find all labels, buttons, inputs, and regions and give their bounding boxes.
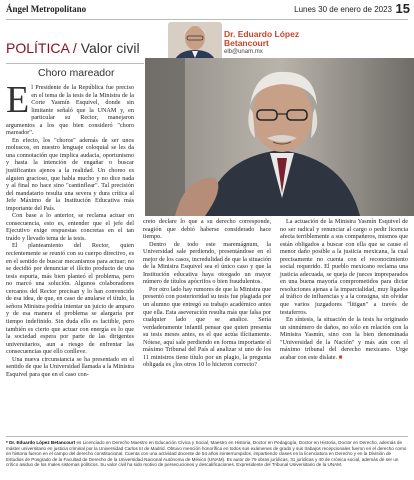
column-1 bbox=[6, 79, 134, 378]
paragraph: El planteamiento del Rector, quien recientemente se reunió con su cuerpo directivo, es en el sentido de buscar mecanismos para actuar; no se decidió por denunciar el ilícito producto de una tesis espuria, más bien planteó el problema, pero no marcó una solución. Algunos colaboradores cercanos del Rector precisan y lo han convencido de esa idea, de que, en caso de anularse el título, la señora Ministra podría intentar un juicio de amparo y de esa manera el problema se alargaría por tiempo indefinido. Sin duda ello es factible, pero también es cierto que actuar con energía es lo que la sociedad espera por parte de las dirigentes universitarios, aun a riesgo de enfrentar las consecuencias que ello conlleve. bbox=[6, 242, 134, 356]
author-byline bbox=[224, 30, 304, 55]
drop-cap: E bbox=[6, 79, 30, 121]
section-politica: POLÍTICA bbox=[6, 40, 70, 56]
footnote-author: * Dr. Eduardo López Betancourt bbox=[6, 440, 76, 445]
paragraph bbox=[280, 316, 408, 361]
section-rule bbox=[6, 63, 144, 64]
column-3 bbox=[280, 218, 408, 361]
author-email[interactable]: elb@unam.mx bbox=[224, 49, 263, 55]
footnote-text: es Licenciado en Derecho Maestro en Educación Cívica y Social, Maestro en Historia, Doctor en Pedagogía, Doctor en Historia, Doctor en Derecho, además de máster universitario en justicia criminal por la Universidad Carlos III de Madrid. Obtuvo mención honorífica en todos sus exámenes de grado y sus trabajos recepcionales fueron en el derecho como en historia fueron en el campo del derecho constitucional. Cuenta con una actividad docente de 54 años ininterrumpidos, impartiendo clases en la licenciatura en Derecho y en la División de Estudios de Posgrado de la Facultad de Derecho de la Universidad Nacional Autónoma de México (UNAM). Es autor de 79 obras jurídicas, 31 jurídicas y 40 de crónica social, además de ser un crítico asiduo de los males sistemas políticos. Su valor civil ha sido motivo de persecuciones y descalificaciones. Expresidente del Tribunal Universitario de la UNAM. bbox=[6, 440, 407, 468]
paragraph-text: En síntesis, la situación de la tesis ha originado un sinnúmero de daños, no sólo en relación con la Ministra Yasmín, sino con la bien denominada "Universidad de la Nación" y más aún con el máximo tribunal del derecho mexicano. Urge acabar con este dislate. bbox=[280, 316, 408, 361]
end-mark-icon: ■ bbox=[338, 353, 343, 361]
paragraph: Dentro de todo este maremágnum, la Universidad sale perdiendo, presentándose en el mejor de los casos, incredulidad de que la situación de la Ministra Esquivel sea el único caso y que la Institución educativa haya otorgado un mayor número de títulos apócrifos o bien fraudulentos. bbox=[143, 240, 271, 286]
paragraph: creto declare lo que a su derecho corresponde, reagión que debió haberse considerado hace tiempo. bbox=[143, 218, 271, 241]
section-separator: / bbox=[69, 40, 81, 56]
author-name: Dr. Eduardo López Betancourt bbox=[224, 29, 300, 48]
section-valor-civil: Valor civil bbox=[80, 40, 140, 56]
paragraph: En efecto, los "choros" además de ser unos moluscos, en nuestro lenguaje coloquial se les da una connotación que implica audacia, oportunismo y hasta la intención de engañar o buscar justificantes ajenos a la realidad. Un choreo es alguien gracioso, que habla mucho y no dice nada y al final no hace sino "cantinflear". Tal precisión del mandatario resulta una severa y dura crítica al Jefe Máximo de la Institución Educativa más importante del País. bbox=[6, 136, 134, 212]
paragraph: l Presidente de la República fue preciso en el tema de la tesis de la Ministra de la Corte Yasmín Esquivel, donde sin limitante señaló que la UNAM y, en particular su Rector, manejaron argumentos a los que bien consideró "choro mareador". bbox=[6, 84, 134, 137]
article-headline: Choro mareador bbox=[38, 67, 115, 79]
page-header bbox=[0, 0, 414, 20]
issue-date: Lunes 30 de enero de 2023 bbox=[294, 5, 392, 14]
paragraph: Por otro lado hay rumores de que la Ministra que presentó con posterioridad su tesis fue plagiada por un alumno que entregó su trabajo académico antes que ella. Esta aseveración resulta más que falsa por cualquier lado que se analice. Sería verdaderamente infantil pensar que quien presenta su tesis meses antes, es el que actúa ilícitamente. Nótese, aquí sale perdiendo en forma importante el máximo Tribunal del País al analizar si uno de los 11 ministros tiene título por un plagio, la pregunta obligada es ¿los otros 10 lo hicieron correcto? bbox=[143, 285, 271, 369]
author-portrait bbox=[168, 22, 222, 62]
column-2 bbox=[143, 218, 271, 369]
article-photo bbox=[145, 58, 414, 216]
paragraph: Una nueva circunstancia se ha presentado en el sentido de que la Universidad llamada a la Ministra Esquivel para que en el caso con- bbox=[6, 355, 134, 378]
paragraph: Con base a lo anterior, se reclama actuar en consecuencia, esto es, entender que el jefe del Ejecutivo exige respuestas concretas en el tan traído y llevado tema de la tesis. bbox=[6, 212, 134, 242]
paragraph: La actuación de la Ministra Yasmín Esquivel de no ser radical y renunciar al cargo o pedir licencia afecta terriblemente a sus compañeros, mismos que están obligados a buscar con ella que se cause el menor daño posible a la justicia mexicana, la cual precisamente no cuenta con el reconocimiento social requerido. El pueblo mexicano reclama una justicia adecuada, se queja de jueces impreparados en una buena mayoría comprometidos para dictar resoluciones ajenas a la imparcialidad, muy ligados al tráfico de influencias y a la consigna, sin olvidar que varios juzgadores "litigan" a través de testaferros. bbox=[280, 218, 408, 316]
page-number: 15 bbox=[395, 1, 410, 16]
footnote-rule bbox=[6, 436, 408, 437]
author-footnote bbox=[6, 440, 408, 468]
section-title bbox=[6, 40, 140, 56]
publication-name: Ángel Metropolitano bbox=[6, 4, 87, 14]
header-rule bbox=[6, 19, 408, 20]
